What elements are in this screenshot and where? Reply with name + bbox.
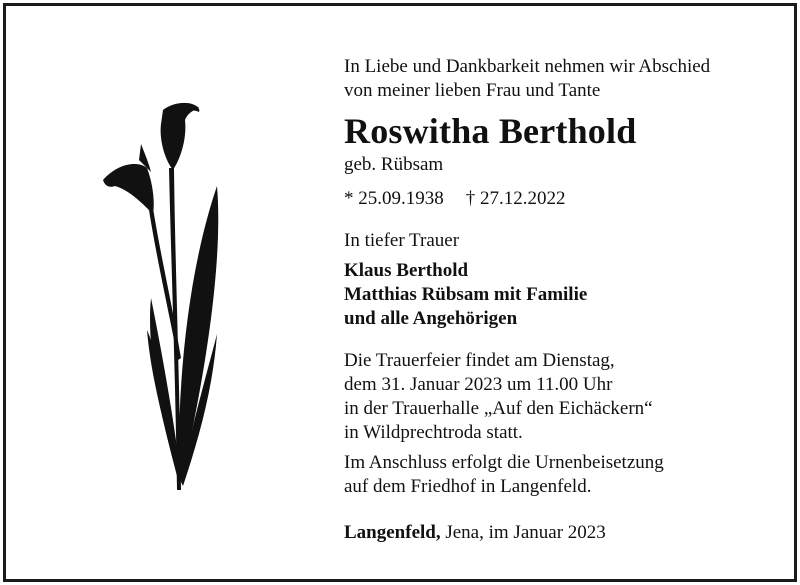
service-line: Die Trauerfeier findet am Dienstag, [344, 350, 615, 371]
place-bold: Langenfeld, [344, 522, 441, 543]
deceased-name: Roswitha Berthold [344, 111, 637, 151]
mourner-item: Matthias Rübsam mit Familie [344, 284, 588, 305]
place-date [344, 521, 774, 545]
mourner-item: und alle Angehörigen [344, 308, 518, 329]
service-line: in Wildprechtroda statt. [344, 422, 523, 443]
service-line: dem 31. Januar 2023 um 11.00 Uhr [344, 374, 613, 395]
mourning-heading: In tiefer Trauer [344, 230, 460, 251]
service-line: in der Trauerhalle „Auf den Eichäckern“ [344, 398, 653, 419]
burial-line: Im Anschluss erfolgt die Urnenbeisetzung [344, 452, 664, 473]
maiden-name: geb. Rübsam [344, 154, 444, 175]
burial-info [344, 451, 774, 499]
mourners-list [344, 259, 774, 331]
intro-line-1: In Liebe und Dankbarkeit nehmen wir Abschied [344, 56, 711, 77]
death-date: † 27.12.2022 [465, 188, 566, 209]
calla-lily-icon [95, 98, 225, 498]
service-info [344, 349, 774, 445]
life-dates [344, 187, 774, 211]
notice-text [344, 55, 774, 545]
burial-line: auf dem Friedhof in Langenfeld. [344, 476, 592, 497]
mourner-item: Klaus Berthold [344, 260, 469, 281]
intro-line-2: von meiner lieben Frau und Tante [344, 80, 601, 101]
birth-date: * 25.09.1938 [344, 188, 444, 209]
place-rest: Jena, im Januar 2023 [440, 522, 606, 543]
